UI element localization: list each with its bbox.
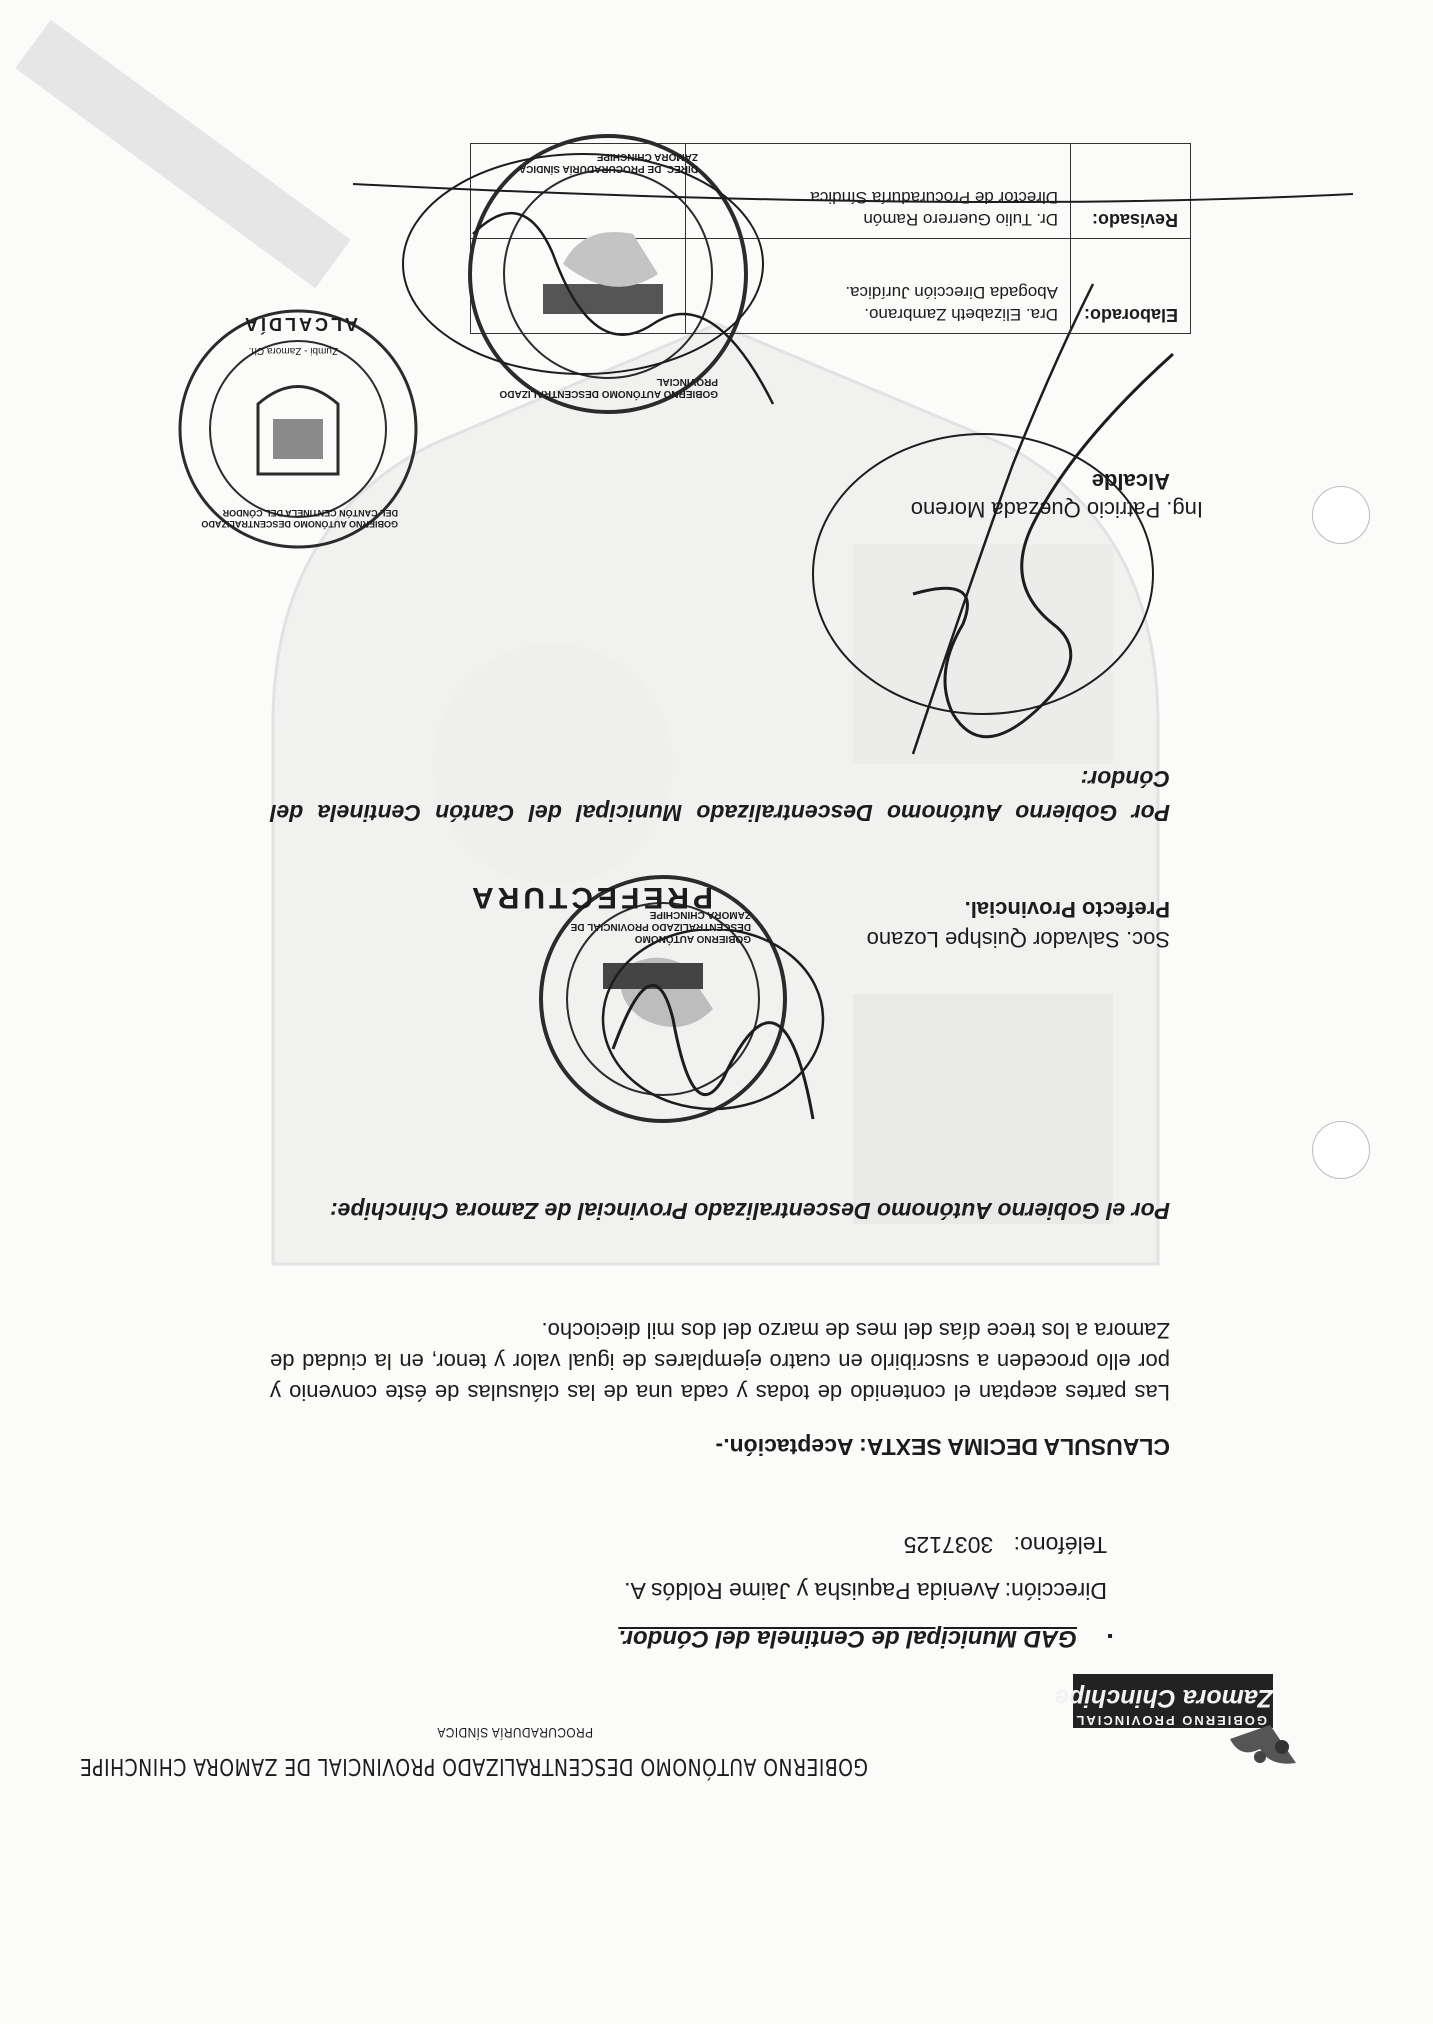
clause-title: CLAUSULA DECIMA SEXTA: Aceptación.- xyxy=(715,1434,1170,1460)
address-row xyxy=(624,1577,1107,1604)
municipal-signer-name: Ing. Patricio Quezada Moreno xyxy=(910,497,1203,522)
alcaldia-stamp-ring: GOBIERNO AUTÓNOMO DESCENTRALIZADO DEL CANTÓN CENTINELA DEL CÓNDOR xyxy=(201,508,398,529)
punch-hole-lower xyxy=(1312,486,1370,544)
phone-row xyxy=(904,1531,1107,1558)
review-signature-scribble xyxy=(93,84,1353,464)
alcaldia-stamp-small: Zumbi - Zamora Ch. xyxy=(248,345,338,356)
municipal-signature-heading: Por Gobierno Autónomo Descentralizado Municipal del Cantón Centinela del Cóndor: xyxy=(270,766,1170,826)
elaborado-label: Elaborado: xyxy=(1071,239,1191,334)
provincial-signature-scribble xyxy=(583,929,843,1139)
phone-label: Teléfono: xyxy=(1013,1532,1107,1558)
provincial-signer-name: Soc. Salvador Quishpe Lozano xyxy=(866,927,1170,952)
address-label: Dirección: xyxy=(1004,1578,1107,1604)
revisado-name: Dr. Tulio Guerrero Ramón xyxy=(863,210,1058,229)
revisado-title: Director de Procuraduría Síndica xyxy=(810,188,1058,207)
phone-value: 3037125 xyxy=(903,1532,994,1558)
address-value: Avenida Paquisha y Jaime Roldós A. xyxy=(624,1578,1000,1604)
gad-name: GAD Municipal de Centinela del Cóndor. xyxy=(618,1625,1077,1652)
bullet-marker: ▪ xyxy=(1107,1627,1113,1644)
provincial-signature-heading: Por el Gobierno Autónomo Descentralizado Provincial de Zamora Chinchipe: xyxy=(329,1198,1170,1224)
clause-body: Las partes aceptan el contenido de todas y cada una de las cláusulas de éste convenio y por ello proceden a suscribirlo en cuatro ejemplares de igual valor y tenor, en la ciudad de Zamora a los trece días del mes de marzo del dos mil dieciocho. xyxy=(270,1318,1170,1405)
logo-text-large: Zamora Chinchipe xyxy=(1054,1684,1273,1712)
header-subtitle: PROCURADURÍA SÍNDICA xyxy=(437,1725,593,1741)
header-title: GOBIERNO AUTÓNOMO DESCENTRALIZADO PROVINCIAL DE ZAMORA CHINCHIPE xyxy=(79,1753,868,1779)
procuraduria-stamp-ring: GOBIERNO AUTÓNOMO DESCENTRALIZADO PROVINCIAL xyxy=(499,376,718,399)
logo-text-small: GOBIERNO PROVINCIAL xyxy=(1074,1713,1267,1728)
alcaldia-stamp-label: ALCALDÍA xyxy=(242,314,358,334)
prefectura-stamp-label: PREFECTURA xyxy=(467,881,713,914)
procuraduria-stamp-inner: DIREC. DE PROCURADURÍA SÍNDICA ZAMORA CHINCHIPE xyxy=(519,151,698,174)
revisado-label: Revisado: xyxy=(1071,144,1191,239)
prefectura-stamp-ring: GOBIERNO AUTÓNOMO DESCENTRALIZADO PROVINCIAL DE ZAMORA CHINCHIPE xyxy=(570,909,751,944)
elaborado-title: Abogada Dirección Jurídica. xyxy=(845,283,1058,302)
municipal-signer-role: Alcalde xyxy=(1091,469,1170,494)
punch-hole-upper xyxy=(1312,1121,1370,1179)
elaborado-name: Dra. Elizabeth Zambrano. xyxy=(864,305,1058,324)
provincial-signer-role: Prefecto Provincial. xyxy=(964,897,1170,922)
